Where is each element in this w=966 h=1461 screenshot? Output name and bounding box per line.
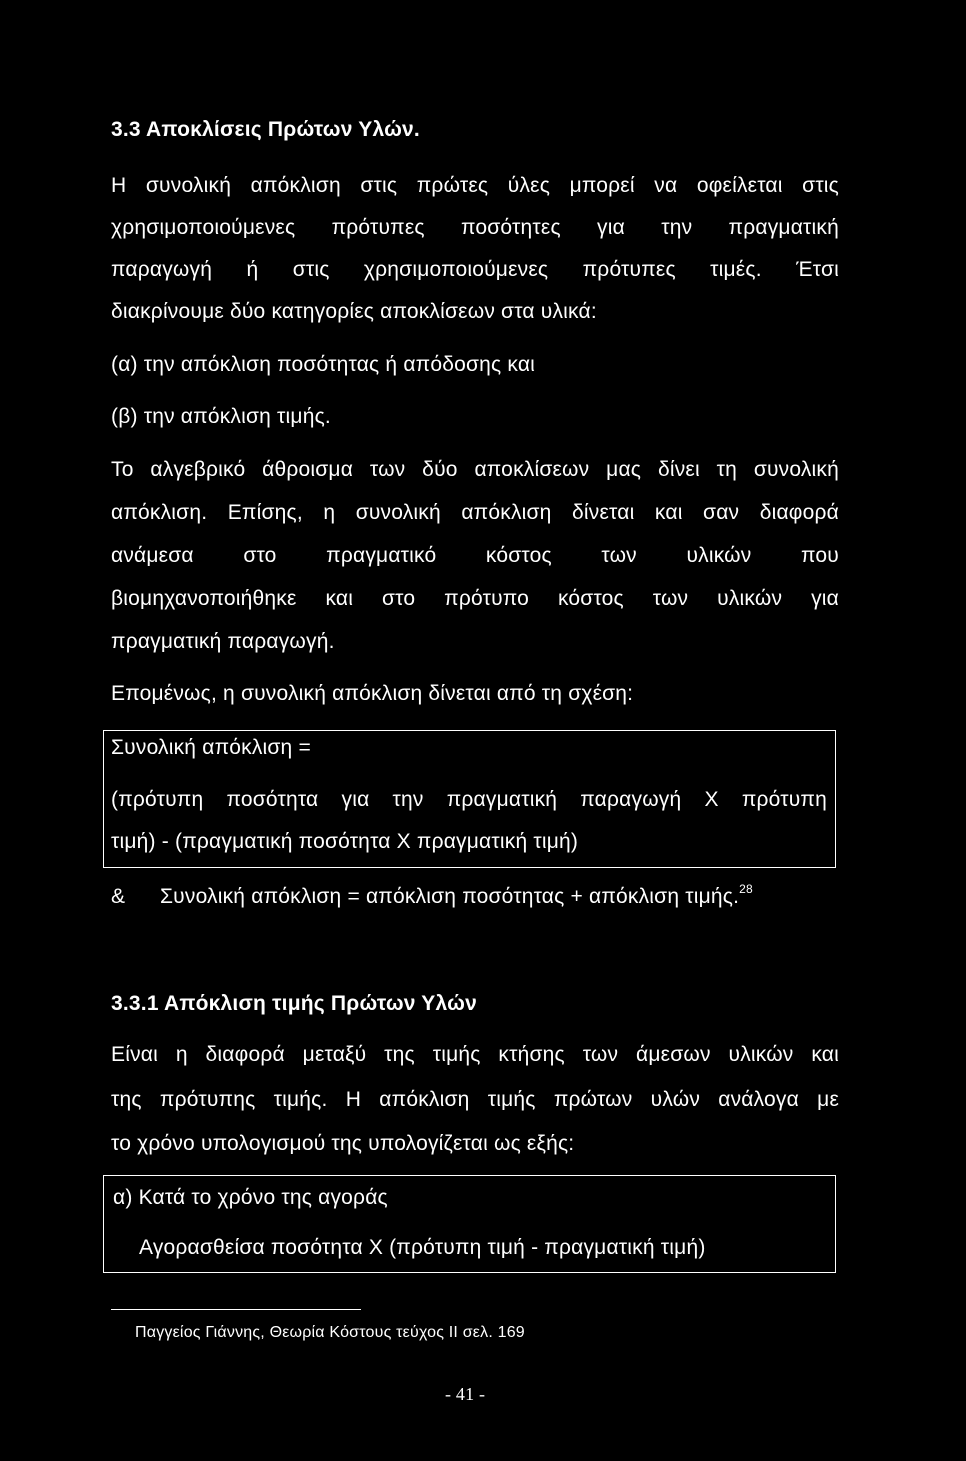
formula-box-line: τιμή) - (πραγματική ποσότητα Χ πραγματική τιμή) [111,830,579,853]
paragraph-line: βιομηχανοποιήθηκε και στο πρότυπο κόστος των υλικών για [111,587,839,610]
price-variance-box-title: α) Κατά το χρόνο της αγοράς [113,1186,388,1209]
formula-total [160,884,753,912]
paragraph-line: το χρόνο υπολογισμού της υπολογίζεται ως εξής: [111,1132,575,1155]
paragraph-line: χρησιμοποιούμενες πρότυπες ποσότητες για την πραγματική [111,216,839,239]
paragraph-line: Η συνολική απόκλιση στις πρώτες ύλες μπορεί να οφείλεται στις [111,174,839,197]
paragraph-line: Το αλγεβρικό άθροισμα των δύο αποκλίσεων μας δίνει τη συνολική [111,458,839,481]
list-item-a: (α) την απόκλιση ποσότητας ή απόδοσης και [111,353,536,376]
paragraph-line: Επομένως, η συνολική απόκλιση δίνεται από τη σχέση: [111,682,634,705]
paragraph-line: ανάμεσα στο πραγματικό κόστος των υλικών που [111,544,839,567]
formula-total-text: Συνολική απόκλιση = απόκλιση ποσότητας + απόκλιση τιμής. [160,885,740,908]
paragraph-line: απόκλιση. Επίσης, η συνολική απόκλιση δίνεται και σαν διαφορά [111,501,839,524]
paragraph-line: της πρότυπης τιμής. Η απόκλιση τιμής πρώτων υλών ανάλογα με [111,1088,839,1111]
paragraph-line: πραγματική παραγωγή. [111,630,335,653]
price-variance-formula: Αγορασθείσα ποσότητα Χ (πρότυπη τιμή - πραγματική τιμή) [139,1236,706,1259]
section-heading: 3.3 Αποκλίσεις Πρώτων Υλών. [111,118,420,141]
formula-box-line: (πρότυπη ποσότητα για την πραγματική παραγωγή Χ πρότυπη [111,788,827,811]
paragraph-line: διακρίνουμε δύο κατηγορίες αποκλίσεων στα υλικά: [111,300,597,323]
list-item-b: (β) την απόκλιση τιμής. [111,405,331,428]
formula-box-title: Συνολική απόκλιση = [111,736,311,759]
paragraph-line: Είναι η διαφορά μεταξύ της τιμής κτήσης των άμεσων υλικών και [111,1043,839,1066]
subsection-heading: 3.3.1 Απόκλιση τιμής Πρώτων Υλών [111,992,477,1015]
footnote-separator [111,1309,361,1310]
footnote-ref: 28 [739,882,753,896]
paragraph-line: παραγωγή ή στις χρησιμοποιούμενες πρότυπες τιμές. Έτσι [111,258,839,281]
page-number: - 41 - [445,1384,486,1404]
formula-ampersand: & [111,885,126,908]
footnote-text: Παγγείος Γιάννης, Θεωρία Κόστους τεύχος ΙΙ σελ. 169 [135,1324,525,1341]
